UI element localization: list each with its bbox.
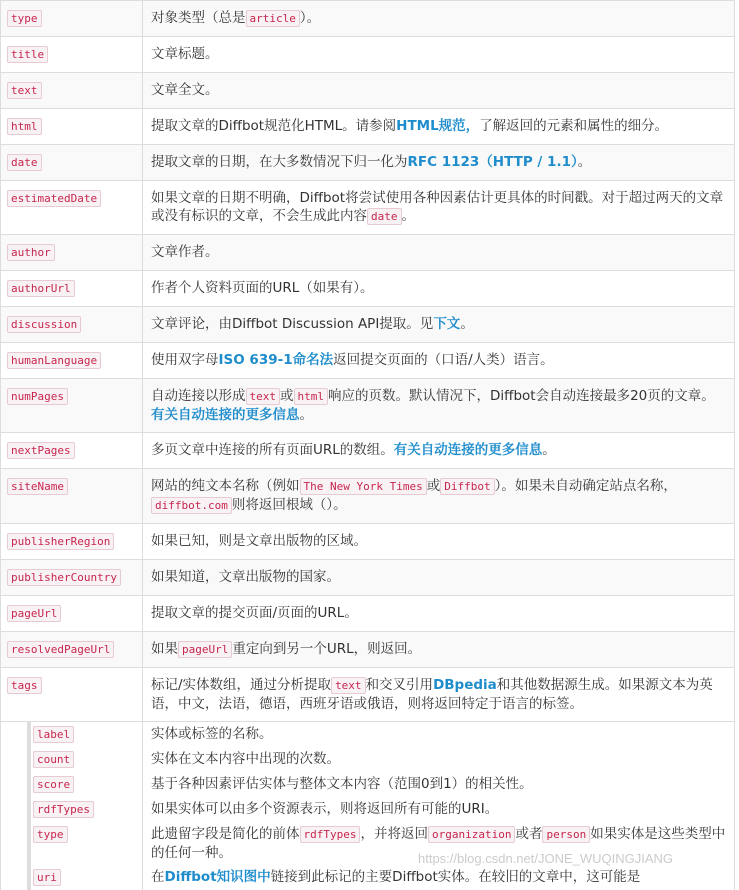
field-name: tags [7,677,42,694]
field-name-cell [1,596,143,632]
table-row [1,433,735,469]
description-text: 和交叉引用 [366,677,434,693]
subfield-name-cell [1,822,143,865]
field-name-cell [1,668,143,722]
field-name-cell [1,560,143,596]
field-name: numPages [7,388,68,405]
field-name-cell [1,235,143,271]
field-name: nextPages [7,442,75,459]
field-table-body [1,1,735,890]
table-row [1,632,735,668]
description-text: 。 [300,407,314,423]
watermark: https://blog.csdn.net/JONE_WUQINGJIANG [418,851,673,866]
description-text: 自动连接以形成 [151,388,246,404]
description-text: 如果 [151,641,178,657]
description-text: 。 [578,154,592,170]
field-description-cell [143,73,735,109]
subfield-description-cell [143,772,735,797]
description-text: 重定向到另一个URL，则返回。 [232,641,421,657]
inline-code: pageUrl [178,641,232,658]
field-description-cell [143,433,735,469]
field-description-cell [143,181,735,235]
field-description-cell [143,560,735,596]
sub-table-row [1,722,735,748]
description-text: 响应的页数。默认情况下，Diffbot会自动连接最多20页的文章。 [328,388,715,404]
field-name: publisherRegion [7,533,114,550]
inline-code: The New York Times [300,478,427,495]
subfield-name: score [33,776,74,793]
field-name: author [7,244,55,261]
inline-code: person [542,826,590,843]
description-text: 文章全文。 [151,82,219,98]
field-name: discussion [7,316,81,333]
table-row [1,596,735,632]
field-description-cell [143,235,735,271]
field-description-cell [143,668,735,722]
inline-code: rdfTypes [300,826,361,843]
description-text: 如果实体可以由多个资源表示，则将返回所有可能的URI。 [151,801,498,817]
table-row [1,73,735,109]
description-text: 提取文章的Diffbot规范化HTML。请参阅 [151,118,396,134]
field-name-cell [1,524,143,560]
description-text: 提取文章的提交页面/页面的URL。 [151,605,358,621]
table-row [1,109,735,145]
description-text: 标记/实体数组，通过分析提取 [151,677,331,693]
field-name: pageUrl [7,605,61,622]
subfield-name: type [33,826,68,843]
subfield-description-cell [143,747,735,772]
field-name: date [7,154,42,171]
subfield-name-cell [1,865,143,890]
description-text: 。 [542,442,556,458]
subfield-description-cell [143,797,735,822]
field-name-cell [1,271,143,307]
field-description-cell [143,524,735,560]
inline-code: organization [428,826,515,843]
doc-link[interactable]: Diffbot知识图中 [165,869,271,885]
field-name: authorUrl [7,280,75,297]
description-text: 提取文章的日期，在大多数情况下归一化为 [151,154,408,170]
table-row [1,271,735,307]
field-description-cell [143,37,735,73]
field-name: type [7,10,42,27]
field-name: humanLanguage [7,352,101,369]
description-text: 在 [151,869,165,885]
field-description-cell [143,343,735,379]
field-name-cell [1,181,143,235]
description-text: 网站的纯文本名称（例如 [151,478,300,494]
field-description-cell [143,469,735,524]
field-description-cell [143,1,735,37]
inline-code: html [294,388,329,405]
description-text: 。 [402,208,416,224]
description-text: 使用双字母 [151,352,219,368]
field-name-cell [1,145,143,181]
table-row [1,37,735,73]
description-text: 或 [427,478,441,494]
inline-code: text [331,677,366,694]
field-name-cell [1,109,143,145]
field-name: resolvedPageUrl [7,641,114,658]
description-text: 如果已知，则是文章出版物的区域。 [151,533,367,549]
table-row [1,1,735,37]
field-name: estimatedDate [7,190,101,207]
table-row [1,379,735,433]
table-row [1,307,735,343]
subfield-name-cell [1,747,143,772]
doc-link[interactable]: RFC 1123（HTTP / 1.1） [408,154,578,170]
inline-code: date [367,208,402,225]
doc-link[interactable]: 有关自动连接的更多信息 [394,442,543,458]
field-description-cell [143,379,735,433]
field-name-cell [1,379,143,433]
doc-link[interactable]: 下文 [433,316,460,332]
table-row [1,145,735,181]
description-text: 文章标题。 [151,46,219,62]
description-text: 实体在文本内容中出现的次数。 [151,751,340,767]
field-name: siteName [7,478,68,495]
table-row [1,469,735,524]
doc-link[interactable]: 有关自动连接的更多信息 [151,407,300,423]
sub-table-row [1,865,735,890]
table-row [1,560,735,596]
subfield-description-cell [143,722,735,748]
sub-table-row [1,772,735,797]
description-text: 实体或标签的名称。 [151,726,273,742]
doc-link[interactable]: ISO 639-1命名法 [219,352,334,368]
description-text: 如果实体是这些类型中的任何一种。 [151,826,725,861]
table-row [1,668,735,722]
inline-code: Diffbot [440,478,494,495]
doc-link[interactable]: HTML规范， [396,118,479,134]
field-name-cell [1,433,143,469]
doc-link[interactable]: DBpedia [433,677,497,693]
description-text: 文章评论，由Diffbot Discussion API提取。见 [151,316,433,332]
description-text: 基于各种因素评估实体与整体文本内容（范围0到1）的相关性。 [151,776,533,792]
inline-code: text [246,388,281,405]
field-description-cell [143,145,735,181]
field-name-cell [1,343,143,379]
field-name-cell [1,632,143,668]
subfield-name-cell [1,797,143,822]
field-name-cell [1,307,143,343]
field-description-cell [143,271,735,307]
subfield-name-cell [1,722,143,748]
description-text: 文章作者。 [151,244,219,260]
description-text: 链接到此标记的主要Diffbot实体。在较旧的文章中，这可能是 [271,869,641,885]
subfield-name: label [33,726,74,743]
inline-code: article [246,10,300,27]
field-description-cell [143,307,735,343]
description-text: ）。如果未自动确定站点名称， [495,478,677,494]
subfield-description-cell [143,865,735,890]
field-name-cell [1,73,143,109]
description-text: 多页文章中连接的所有页面URL的数组。 [151,442,394,458]
field-name-cell [1,37,143,73]
field-name-cell [1,1,143,37]
description-text: ，并将返回 [360,826,428,842]
subfield-name: uri [33,869,61,886]
field-name: text [7,82,42,99]
field-name: publisherCountry [7,569,121,586]
sub-table-row [1,747,735,772]
description-text: 返回提交页面的（口语/人类）语言。 [333,352,554,368]
inline-code: diffbot.com [151,497,232,514]
sub-table-row [1,797,735,822]
description-text: 了解返回的元素和属性的细分。 [479,118,668,134]
subfield-name: count [33,751,74,768]
description-text: 如果文章的日期不明确，Diffbot将尝试使用各种因素估计更具体的时间戳。对于超过两天的文章或没有标识的文章，不会生成此内容 [151,190,723,224]
description-text: 或者 [515,826,542,842]
field-name-cell [1,469,143,524]
description-text: 此遗留字段是简化的前体 [151,826,300,842]
table-row [1,524,735,560]
field-description-cell [143,632,735,668]
description-text: 和其他数据源生成。如果源文本为英语，中文，法语，德语，西班牙语或俄语，则将返回特定于语言的标签。 [151,677,713,712]
description-text: 如果知道，文章出版物的国家。 [151,569,340,585]
description-text: 或 [280,388,294,404]
field-name: html [7,118,42,135]
description-text: 。 [460,316,474,332]
field-description-cell [143,109,735,145]
description-text: 对象类型（总是 [151,10,246,26]
description-text: ）。 [300,10,320,26]
field-name: title [7,46,48,63]
description-text: 则将返回根域（）。 [232,497,347,513]
subfield-name: rdfTypes [33,801,94,818]
subfield-name-cell [1,772,143,797]
field-description-cell [143,596,735,632]
table-row [1,181,735,235]
description-text: 作者个人资料页面的URL（如果有）。 [151,280,374,296]
table-row [1,235,735,271]
table-row [1,343,735,379]
